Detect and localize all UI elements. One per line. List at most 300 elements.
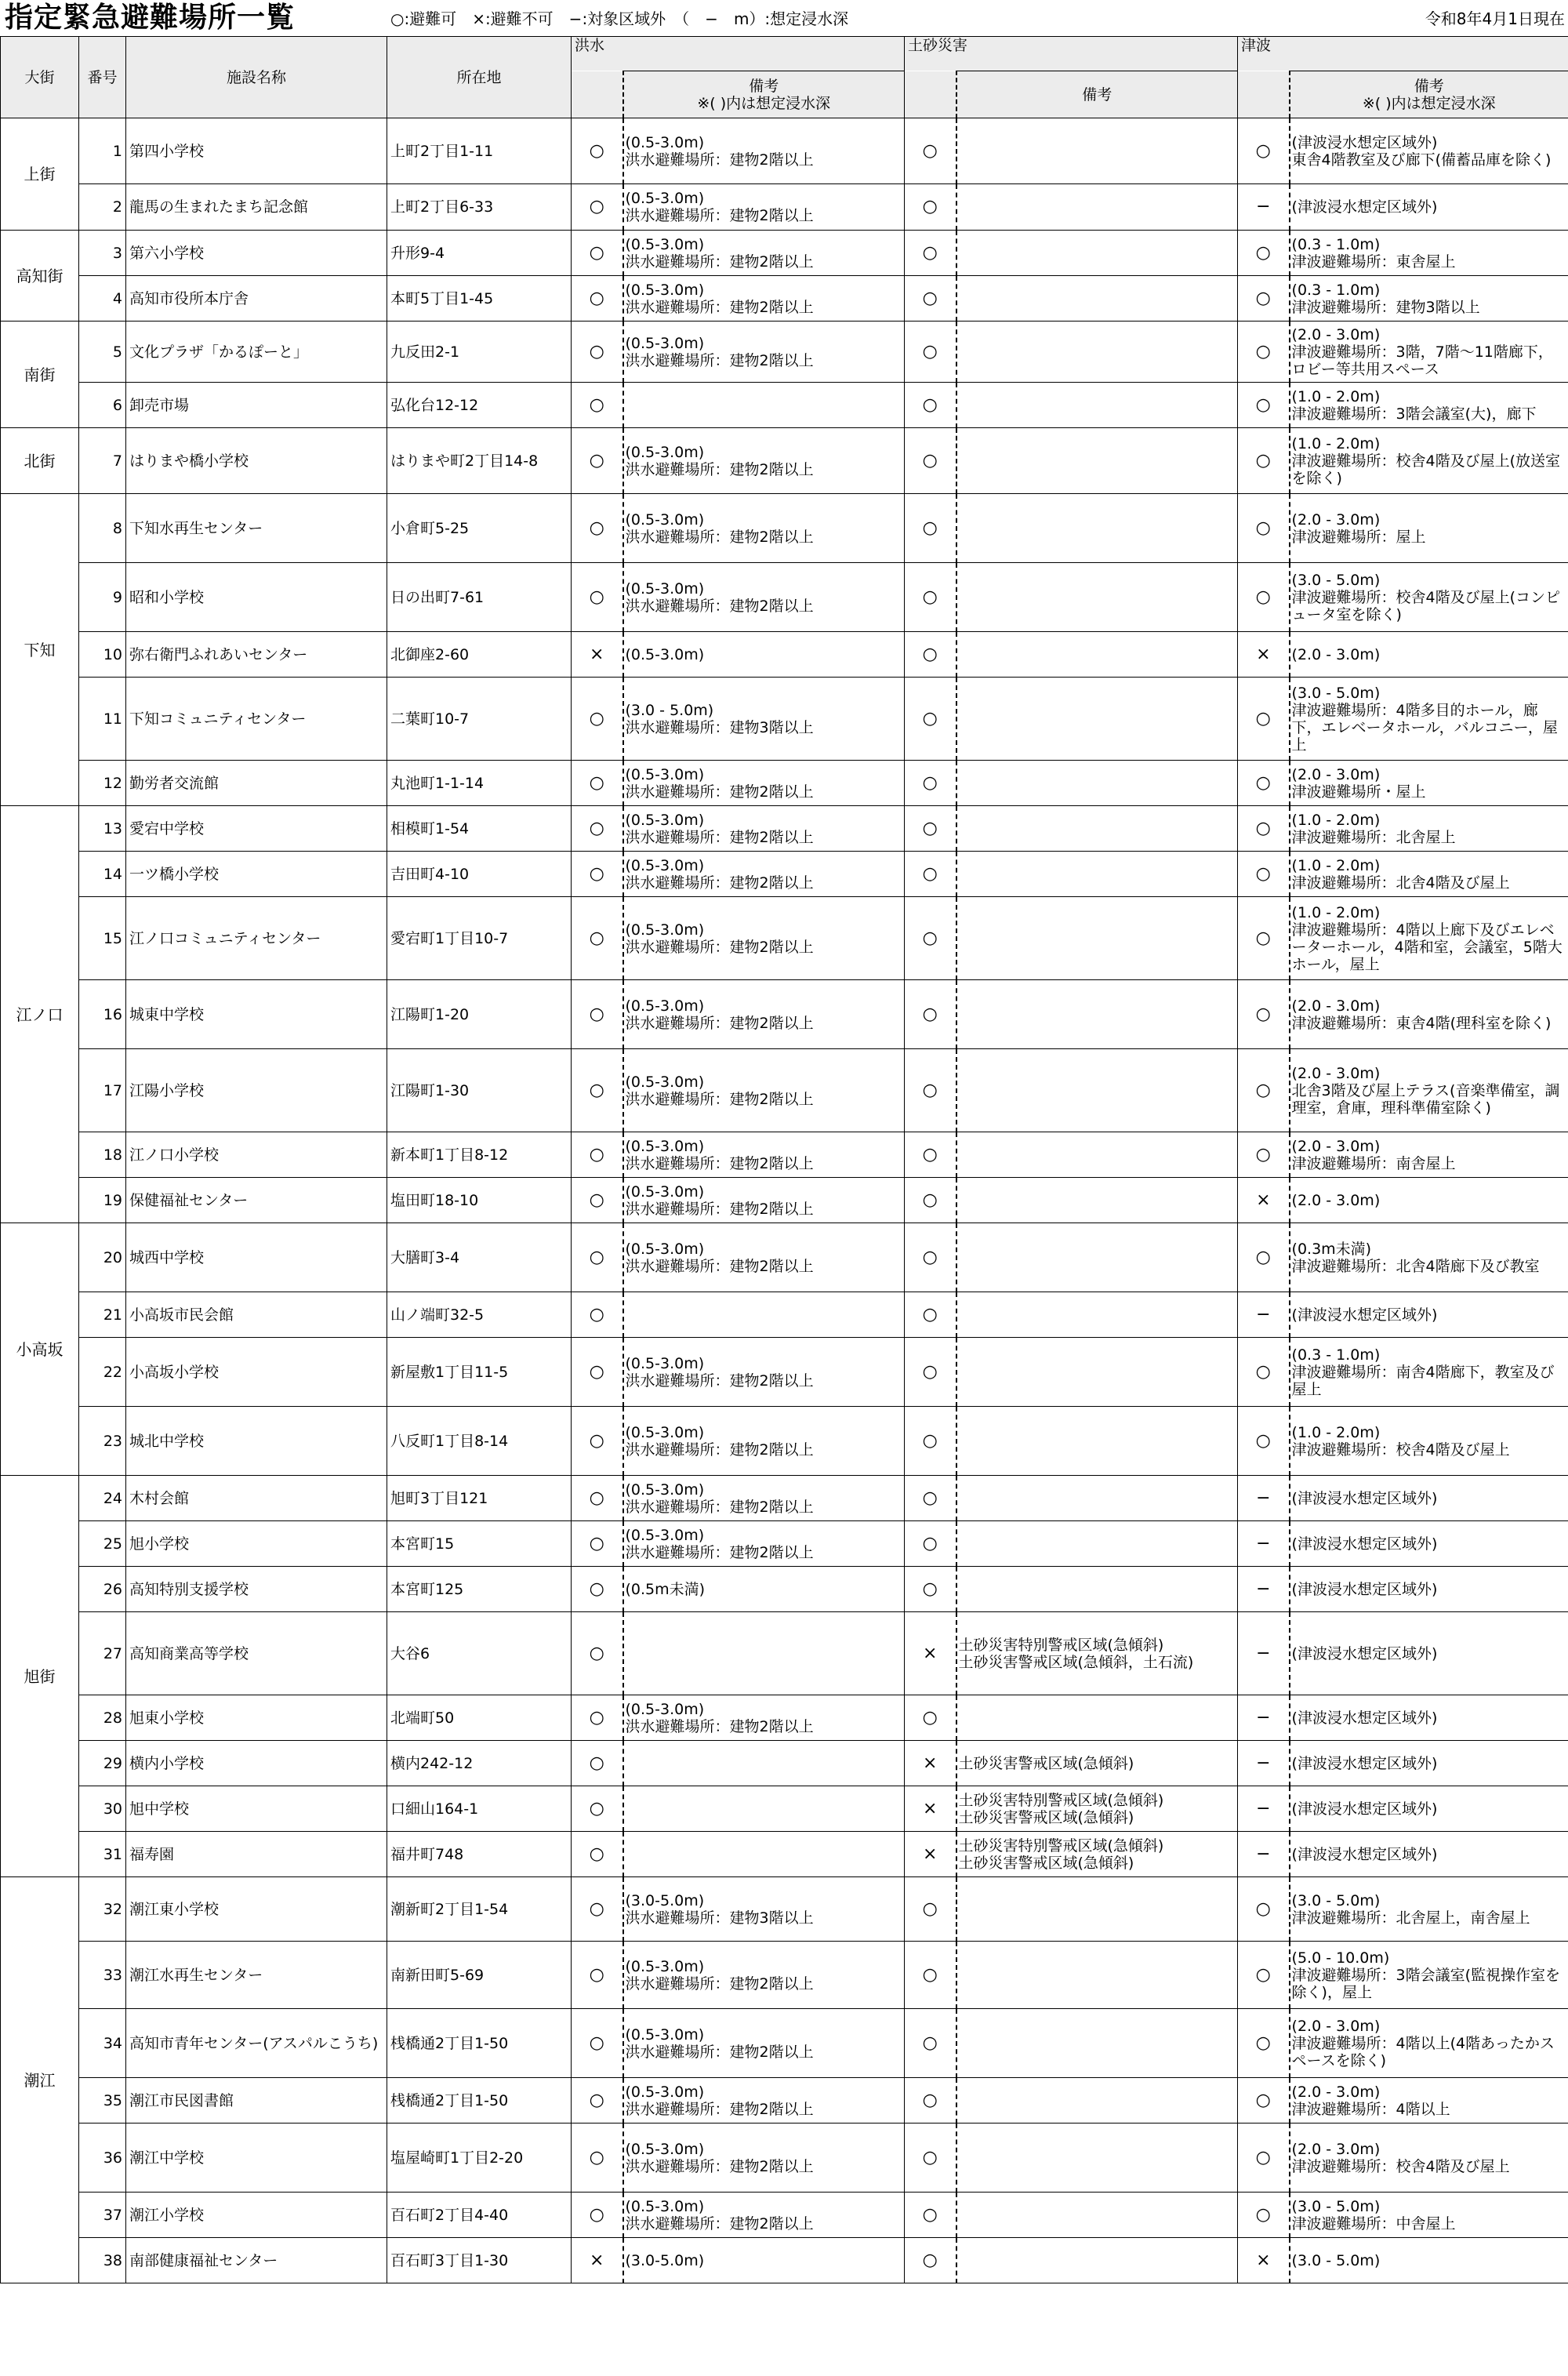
landslide-note <box>956 1942 1238 2009</box>
flood-status: ○ <box>572 1612 623 1695</box>
landslide-status: ○ <box>905 494 956 563</box>
flood-status: ○ <box>572 494 623 563</box>
facility-address: 本宮町125 <box>387 1567 572 1612</box>
row-number: 9 <box>79 563 126 632</box>
tsunami-note: (2.0 - 3.0m) 津波避難場所・屋上 <box>1290 761 1568 806</box>
landslide-status: ○ <box>905 276 956 322</box>
tsunami-status: ○ <box>1238 1877 1290 1942</box>
facility-address: はりまや町2丁目14-8 <box>387 428 572 494</box>
row-number: 28 <box>79 1695 126 1741</box>
table-row <box>1 1049 1568 1132</box>
facility-address: 南新田町5-69 <box>387 1942 572 2009</box>
facility-name: 弥右衛門ふれあいセンター <box>126 632 387 678</box>
tsunami-status: ○ <box>1238 1223 1290 1292</box>
symbol-legend: ○:避難可 ×:避難不可 −:対象区域外 （ − m）:想定浸水深 <box>390 9 849 28</box>
landslide-note <box>956 322 1238 383</box>
tsunami-status: ○ <box>1238 322 1290 383</box>
table-row <box>1 1877 1568 1942</box>
row-number: 1 <box>79 118 126 184</box>
row-number: 35 <box>79 2078 126 2124</box>
tsunami-note: (津波浸水想定区域外) <box>1290 1521 1568 1567</box>
flood-note: (0.5-3.0m) 洪水避難場所：建物2階以上 <box>623 494 905 563</box>
tsunami-status: ○ <box>1238 2078 1290 2124</box>
tsunami-note: (1.0 - 2.0m) 津波避難場所：北舎4階及び屋上 <box>1290 852 1568 897</box>
flood-note: (0.5-3.0m) 洪水避難場所：建物2階以上 <box>623 1223 905 1292</box>
landslide-note <box>956 1178 1238 1223</box>
landslide-note <box>956 1338 1238 1407</box>
facility-address: 桟橋通2丁目1-50 <box>387 2078 572 2124</box>
flood-note: (0.5-3.0m) 洪水避難場所：建物2階以上 <box>623 118 905 184</box>
landslide-note <box>956 761 1238 806</box>
tsunami-status: − <box>1238 1832 1290 1877</box>
table-row <box>1 2124 1568 2193</box>
facility-name: 高知特別支援学校 <box>126 1567 387 1612</box>
flood-status: ○ <box>572 806 623 852</box>
flood-status: ○ <box>572 2124 623 2193</box>
col-header-number: 番号 <box>79 37 126 118</box>
row-number: 11 <box>79 678 126 761</box>
row-number: 26 <box>79 1567 126 1612</box>
evacuation-site-table <box>0 36 1568 2283</box>
landslide-note <box>956 563 1238 632</box>
row-number: 3 <box>79 231 126 276</box>
tsunami-status: ○ <box>1238 980 1290 1049</box>
table-row <box>1 1942 1568 2009</box>
flood-status: ○ <box>572 276 623 322</box>
landslide-note <box>956 897 1238 980</box>
tsunami-note: (2.0 - 3.0m) <box>1290 632 1568 678</box>
tsunami-note: (3.0 - 5.0m) 津波避難場所：北舎屋上，南舎屋上 <box>1290 1877 1568 1942</box>
col-header-flood: 洪水 <box>572 37 905 71</box>
facility-address: 桟橋通2丁目1-50 <box>387 2009 572 2078</box>
flood-note: (0.5-3.0m) 洪水避難場所：建物2階以上 <box>623 761 905 806</box>
table-row <box>1 1338 1568 1407</box>
landslide-note <box>956 2193 1238 2238</box>
facility-name: 潮江東小学校 <box>126 1877 387 1942</box>
tsunami-status: ○ <box>1238 2009 1290 2078</box>
landslide-status: ○ <box>905 563 956 632</box>
tsunami-note: (2.0 - 3.0m) 津波避難場所：3階，7階〜11階廊下，ロビー等共用スペース <box>1290 322 1568 383</box>
flood-note <box>623 1741 905 1786</box>
landslide-note <box>956 1567 1238 1612</box>
tsunami-note: (津波浸水想定区域外) <box>1290 1786 1568 1832</box>
flood-note: (0.5-3.0m) <box>623 632 905 678</box>
landslide-note <box>956 1132 1238 1178</box>
flood-status: ○ <box>572 322 623 383</box>
landslide-note <box>956 1049 1238 1132</box>
tsunami-note: (3.0 - 5.0m) 津波避難場所：4階多目的ホール，廊下，エレベータホール，バルコニー，屋上 <box>1290 678 1568 761</box>
flood-note: (0.5-3.0m) 洪水避難場所：建物2階以上 <box>623 897 905 980</box>
tsunami-status: ○ <box>1238 1942 1290 2009</box>
facility-address: 北端町50 <box>387 1695 572 1741</box>
landslide-note <box>956 1223 1238 1292</box>
landslide-status: ○ <box>905 322 956 383</box>
flood-note: (0.5-3.0m) 洪水避難場所：建物2階以上 <box>623 1049 905 1132</box>
facility-address: 丸池町1-1-14 <box>387 761 572 806</box>
landslide-status: ○ <box>905 1877 956 1942</box>
flood-status: × <box>572 2238 623 2283</box>
table-row <box>1 1476 1568 1521</box>
facility-name: 龍馬の生まれたまち記念館 <box>126 184 387 231</box>
facility-name: 高知市役所本庁舎 <box>126 276 387 322</box>
row-number: 22 <box>79 1338 126 1407</box>
tsunami-note: (1.0 - 2.0m) 津波避難場所：北舎屋上 <box>1290 806 1568 852</box>
facility-name: 保健福祉センター <box>126 1178 387 1223</box>
flood-note: (0.5-3.0m) 洪水避難場所：建物2階以上 <box>623 1132 905 1178</box>
row-number: 14 <box>79 852 126 897</box>
tsunami-status: ○ <box>1238 563 1290 632</box>
flood-status: ○ <box>572 678 623 761</box>
flood-note: (0.5-3.0m) 洪水避難場所：建物2階以上 <box>623 2078 905 2124</box>
landslide-status: ○ <box>905 1695 956 1741</box>
facility-name: 江ノ口小学校 <box>126 1132 387 1178</box>
col-header-tsunami-note: 備考 ※( )内は想定浸水深 <box>1290 71 1568 118</box>
landslide-note <box>956 1877 1238 1942</box>
tsunami-status: − <box>1238 1567 1290 1612</box>
facility-address: 日の出町7-61 <box>387 563 572 632</box>
landslide-status: ○ <box>905 897 956 980</box>
tsunami-note: (2.0 - 3.0m) 北舎3階及び屋上テラス(音楽準備室，調理室，倉庫，理科準備室除く) <box>1290 1049 1568 1132</box>
flood-note: (3.0 - 5.0m) 洪水避難場所：建物3階以上 <box>623 678 905 761</box>
flood-status: ○ <box>572 1338 623 1407</box>
facility-address: 大膳町3-4 <box>387 1223 572 1292</box>
facility-name: 小高坂市民会館 <box>126 1292 387 1338</box>
facility-address: 百石町2丁目4-40 <box>387 2193 572 2238</box>
row-number: 5 <box>79 322 126 383</box>
facility-name: 潮江中学校 <box>126 2124 387 2193</box>
facility-address: 弘化台12-12 <box>387 383 572 428</box>
flood-note <box>623 1292 905 1338</box>
tsunami-status: ○ <box>1238 1049 1290 1132</box>
tsunami-status: ○ <box>1238 494 1290 563</box>
landslide-note <box>956 2078 1238 2124</box>
landslide-status: ○ <box>905 1049 956 1132</box>
landslide-note <box>956 494 1238 563</box>
facility-name: 下知コミュニティセンター <box>126 678 387 761</box>
landslide-note <box>956 2124 1238 2193</box>
facility-name: 卸売市場 <box>126 383 387 428</box>
facility-name: 勤労者交流館 <box>126 761 387 806</box>
facility-address: 新屋敷1丁目11-5 <box>387 1338 572 1407</box>
table-row <box>1 1521 1568 1567</box>
landslide-note <box>956 632 1238 678</box>
table-row <box>1 806 1568 852</box>
facility-address: 横内242-12 <box>387 1741 572 1786</box>
row-number: 13 <box>79 806 126 852</box>
tsunami-status: ○ <box>1238 428 1290 494</box>
tsunami-note: (1.0 - 2.0m) 津波避難場所：3階会議室(大)，廊下 <box>1290 383 1568 428</box>
tsunami-note: (津波浸水想定区域外) <box>1290 184 1568 231</box>
col-header-tsunami: 津波 <box>1238 37 1568 71</box>
flood-status: ○ <box>572 184 623 231</box>
facility-address: 百石町3丁目1-30 <box>387 2238 572 2283</box>
table-row <box>1 1832 1568 1877</box>
flood-note: (0.5-3.0m) 洪水避難場所：建物2階以上 <box>623 184 905 231</box>
tsunami-note: (津波浸水想定区域外) <box>1290 1695 1568 1741</box>
tsunami-note: (津波浸水想定区域外) 東舎4階教室及び廊下(備蓄品庫を除く) <box>1290 118 1568 184</box>
table-row <box>1 276 1568 322</box>
tsunami-note: (3.0 - 5.0m) <box>1290 2238 1568 2283</box>
tsunami-status: − <box>1238 1476 1290 1521</box>
flood-status: ○ <box>572 1476 623 1521</box>
facility-address: 福井町748 <box>387 1832 572 1877</box>
table-row <box>1 2078 1568 2124</box>
facility-name: 一ツ橋小学校 <box>126 852 387 897</box>
tsunami-note: (津波浸水想定区域外) <box>1290 1612 1568 1695</box>
landslide-status: ○ <box>905 1521 956 1567</box>
district-cell: 上街 <box>1 118 79 231</box>
row-number: 19 <box>79 1178 126 1223</box>
row-number: 27 <box>79 1612 126 1695</box>
table-row <box>1 761 1568 806</box>
facility-address: 愛宕町1丁目10-7 <box>387 897 572 980</box>
facility-name: 文化プラザ「かるぽーと」 <box>126 322 387 383</box>
col-header-facility: 施設名称 <box>126 37 387 118</box>
flood-note: (0.5-3.0m) 洪水避難場所：建物2階以上 <box>623 428 905 494</box>
tsunami-note: (1.0 - 2.0m) 津波避難場所：校舎4階及び屋上 <box>1290 1407 1568 1476</box>
flood-status: ○ <box>572 2193 623 2238</box>
facility-address: 上町2丁目1-11 <box>387 118 572 184</box>
landslide-note <box>956 852 1238 897</box>
table-row <box>1 980 1568 1049</box>
facility-address: 相模町1-54 <box>387 806 572 852</box>
table-row <box>1 1612 1568 1695</box>
tsunami-note: (2.0 - 3.0m) 津波避難場所：南舎屋上 <box>1290 1132 1568 1178</box>
district-cell: 下知 <box>1 494 79 806</box>
tsunami-status: − <box>1238 1695 1290 1741</box>
flood-status: ○ <box>572 1741 623 1786</box>
table-row <box>1 852 1568 897</box>
row-number: 15 <box>79 897 126 980</box>
col-header-flood-blank <box>572 71 623 118</box>
tsunami-status: ○ <box>1238 761 1290 806</box>
facility-address: 江陽町1-20 <box>387 980 572 1049</box>
facility-address: 新本町1丁目8-12 <box>387 1132 572 1178</box>
facility-address: 潮新町2丁目1-54 <box>387 1877 572 1942</box>
table-row <box>1 1741 1568 1786</box>
tsunami-note: (1.0 - 2.0m) 津波避難場所：4階以上廊下及びエレベーターホール，4階和室，会議室，5階大ホール，屋上 <box>1290 897 1568 980</box>
landslide-note <box>956 383 1238 428</box>
facility-address: 小倉町5-25 <box>387 494 572 563</box>
landslide-status: ○ <box>905 2238 956 2283</box>
landslide-status: ○ <box>905 1476 956 1521</box>
facility-name: 第四小学校 <box>126 118 387 184</box>
facility-address: 口細山164-1 <box>387 1786 572 1832</box>
landslide-status: × <box>905 1786 956 1832</box>
landslide-note <box>956 980 1238 1049</box>
tsunami-status: − <box>1238 1741 1290 1786</box>
col-header-flood-note: 備考 ※( )内は想定浸水深 <box>623 71 905 118</box>
district-cell: 南街 <box>1 322 79 428</box>
row-number: 25 <box>79 1521 126 1567</box>
landslide-status: ○ <box>905 383 956 428</box>
flood-note: (0.5m未満) <box>623 1567 905 1612</box>
flood-status: ○ <box>572 852 623 897</box>
table-row <box>1 1407 1568 1476</box>
landslide-status: ○ <box>905 852 956 897</box>
landslide-status: ○ <box>905 2078 956 2124</box>
table-row <box>1 2193 1568 2238</box>
landslide-status: ○ <box>905 1407 956 1476</box>
tsunami-status: × <box>1238 2238 1290 2283</box>
facility-address: 山ノ端町32-5 <box>387 1292 572 1338</box>
table-row <box>1 1695 1568 1741</box>
tsunami-status: ○ <box>1238 2193 1290 2238</box>
flood-status: ○ <box>572 1223 623 1292</box>
facility-name: 潮江小学校 <box>126 2193 387 2238</box>
col-header-landslide-blank <box>905 71 956 118</box>
tsunami-note: (津波浸水想定区域外) <box>1290 1476 1568 1521</box>
row-number: 8 <box>79 494 126 563</box>
landslide-status: ○ <box>905 184 956 231</box>
facility-address: 本町5丁目1-45 <box>387 276 572 322</box>
table-header <box>1 37 1568 118</box>
flood-note: (0.5-3.0m) 洪水避難場所：建物2階以上 <box>623 563 905 632</box>
row-number: 21 <box>79 1292 126 1338</box>
facility-address: 吉田町4-10 <box>387 852 572 897</box>
landslide-note <box>956 1292 1238 1338</box>
flood-note <box>623 1786 905 1832</box>
flood-status: ○ <box>572 2009 623 2078</box>
facility-name: 潮江水再生センター <box>126 1942 387 2009</box>
table-row <box>1 1292 1568 1338</box>
landslide-note <box>956 1407 1238 1476</box>
landslide-note <box>956 678 1238 761</box>
district-cell: 高知街 <box>1 231 79 322</box>
landslide-status: ○ <box>905 1178 956 1223</box>
flood-status: ○ <box>572 897 623 980</box>
flood-note: (0.5-3.0m) 洪水避難場所：建物2階以上 <box>623 1407 905 1476</box>
flood-status: ○ <box>572 1877 623 1942</box>
facility-name: 下知水再生センター <box>126 494 387 563</box>
flood-note: (0.5-3.0m) 洪水避難場所：建物2階以上 <box>623 276 905 322</box>
table-row <box>1 1223 1568 1292</box>
table-row <box>1 118 1568 184</box>
col-header-landslide: 土砂災害 <box>905 37 1238 71</box>
table-row <box>1 322 1568 383</box>
flood-note: (0.5-3.0m) 洪水避難場所：建物2階以上 <box>623 1476 905 1521</box>
tsunami-note: (2.0 - 3.0m) 津波避難場所：4階以上 <box>1290 2078 1568 2124</box>
landslide-status: ○ <box>905 1132 956 1178</box>
tsunami-note: (3.0 - 5.0m) 津波避難場所：校舎4階及び屋上(コンピュータ室を除く) <box>1290 563 1568 632</box>
tsunami-status: ○ <box>1238 678 1290 761</box>
flood-note: (0.5-3.0m) 洪水避難場所：建物2階以上 <box>623 1338 905 1407</box>
flood-status: ○ <box>572 1786 623 1832</box>
row-number: 31 <box>79 1832 126 1877</box>
landslide-note: 土砂災害特別警戒区域(急傾斜) 土砂災害警戒区域(急傾斜) <box>956 1786 1238 1832</box>
landslide-note <box>956 276 1238 322</box>
flood-note: (3.0-5.0m) <box>623 2238 905 2283</box>
landslide-note <box>956 231 1238 276</box>
row-number: 7 <box>79 428 126 494</box>
facility-address: 旭町3丁目121 <box>387 1476 572 1521</box>
facility-address: 上町2丁目6-33 <box>387 184 572 231</box>
landslide-note: 土砂災害特別警戒区域(急傾斜) 土砂災害警戒区域(急傾斜) <box>956 1832 1238 1877</box>
tsunami-note: (1.0 - 2.0m) 津波避難場所：校舎4階及び屋上(放送室を除く) <box>1290 428 1568 494</box>
flood-note: (0.5-3.0m) 洪水避難場所：建物2階以上 <box>623 1521 905 1567</box>
facility-name: 江陽小学校 <box>126 1049 387 1132</box>
landslide-note <box>956 1476 1238 1521</box>
flood-status: ○ <box>572 1695 623 1741</box>
tsunami-note: (0.3 - 1.0m) 津波避難場所：東舎屋上 <box>1290 231 1568 276</box>
row-number: 34 <box>79 2009 126 2078</box>
table-row <box>1 383 1568 428</box>
district-cell: 江ノ口 <box>1 806 79 1223</box>
flood-status: ○ <box>572 118 623 184</box>
table-row <box>1 2009 1568 2078</box>
tsunami-status: ○ <box>1238 1132 1290 1178</box>
flood-note: (0.5-3.0m) 洪水避難場所：建物2階以上 <box>623 231 905 276</box>
flood-note: (0.5-3.0m) 洪水避難場所：建物2階以上 <box>623 2009 905 2078</box>
row-number: 32 <box>79 1877 126 1942</box>
flood-status: ○ <box>572 1407 623 1476</box>
flood-note: (0.5-3.0m) 洪水避難場所：建物2階以上 <box>623 2124 905 2193</box>
tsunami-note: (0.3 - 1.0m) 津波避難場所：建物3階以上 <box>1290 276 1568 322</box>
facility-address: 八反町1丁目8-14 <box>387 1407 572 1476</box>
landslide-note <box>956 1521 1238 1567</box>
facility-name: 高知商業高等学校 <box>126 1612 387 1695</box>
flood-status: ○ <box>572 1292 623 1338</box>
tsunami-status: − <box>1238 1786 1290 1832</box>
landslide-status: ○ <box>905 1292 956 1338</box>
landslide-note <box>956 118 1238 184</box>
table-row <box>1 2238 1568 2283</box>
table-row <box>1 184 1568 231</box>
flood-note: (0.5-3.0m) 洪水避難場所：建物2階以上 <box>623 806 905 852</box>
table-row <box>1 231 1568 276</box>
tsunami-status: ○ <box>1238 897 1290 980</box>
row-number: 4 <box>79 276 126 322</box>
facility-name: 城北中学校 <box>126 1407 387 1476</box>
flood-status: ○ <box>572 1567 623 1612</box>
landslide-note: 土砂災害警戒区域(急傾斜) <box>956 1741 1238 1786</box>
tsunami-note: (0.3 - 1.0m) 津波避難場所：南舎4階廊下，教室及び屋上 <box>1290 1338 1568 1407</box>
flood-note: (3.0-5.0m) 洪水避難場所：建物3階以上 <box>623 1877 905 1942</box>
flood-note <box>623 1612 905 1695</box>
facility-address: 北御座2-60 <box>387 632 572 678</box>
facility-name: 横内小学校 <box>126 1741 387 1786</box>
flood-note: (0.5-3.0m) 洪水避難場所：建物2階以上 <box>623 1695 905 1741</box>
facility-address: 九反田2-1 <box>387 322 572 383</box>
flood-status: ○ <box>572 1132 623 1178</box>
facility-name: 昭和小学校 <box>126 563 387 632</box>
facility-address: 二葉町10-7 <box>387 678 572 761</box>
table-row <box>1 1786 1568 1832</box>
landslide-status: ○ <box>905 428 956 494</box>
tsunami-note: (津波浸水想定区域外) <box>1290 1741 1568 1786</box>
landslide-status: ○ <box>905 761 956 806</box>
tsunami-note: (津波浸水想定区域外) <box>1290 1567 1568 1612</box>
landslide-note <box>956 428 1238 494</box>
row-number: 12 <box>79 761 126 806</box>
flood-status: ○ <box>572 1049 623 1132</box>
district-cell: 小高坂 <box>1 1223 79 1476</box>
flood-status: ○ <box>572 231 623 276</box>
facility-address: 升形9-4 <box>387 231 572 276</box>
landslide-note <box>956 184 1238 231</box>
landslide-status: × <box>905 1741 956 1786</box>
table-row <box>1 1567 1568 1612</box>
row-number: 33 <box>79 1942 126 2009</box>
table-body <box>1 118 1568 2283</box>
row-number: 6 <box>79 383 126 428</box>
table-row <box>1 1132 1568 1178</box>
landslide-status: ○ <box>905 980 956 1049</box>
flood-status: ○ <box>572 980 623 1049</box>
landslide-status: ○ <box>905 632 956 678</box>
facility-name: 福寿園 <box>126 1832 387 1877</box>
facility-name: 旭中学校 <box>126 1786 387 1832</box>
